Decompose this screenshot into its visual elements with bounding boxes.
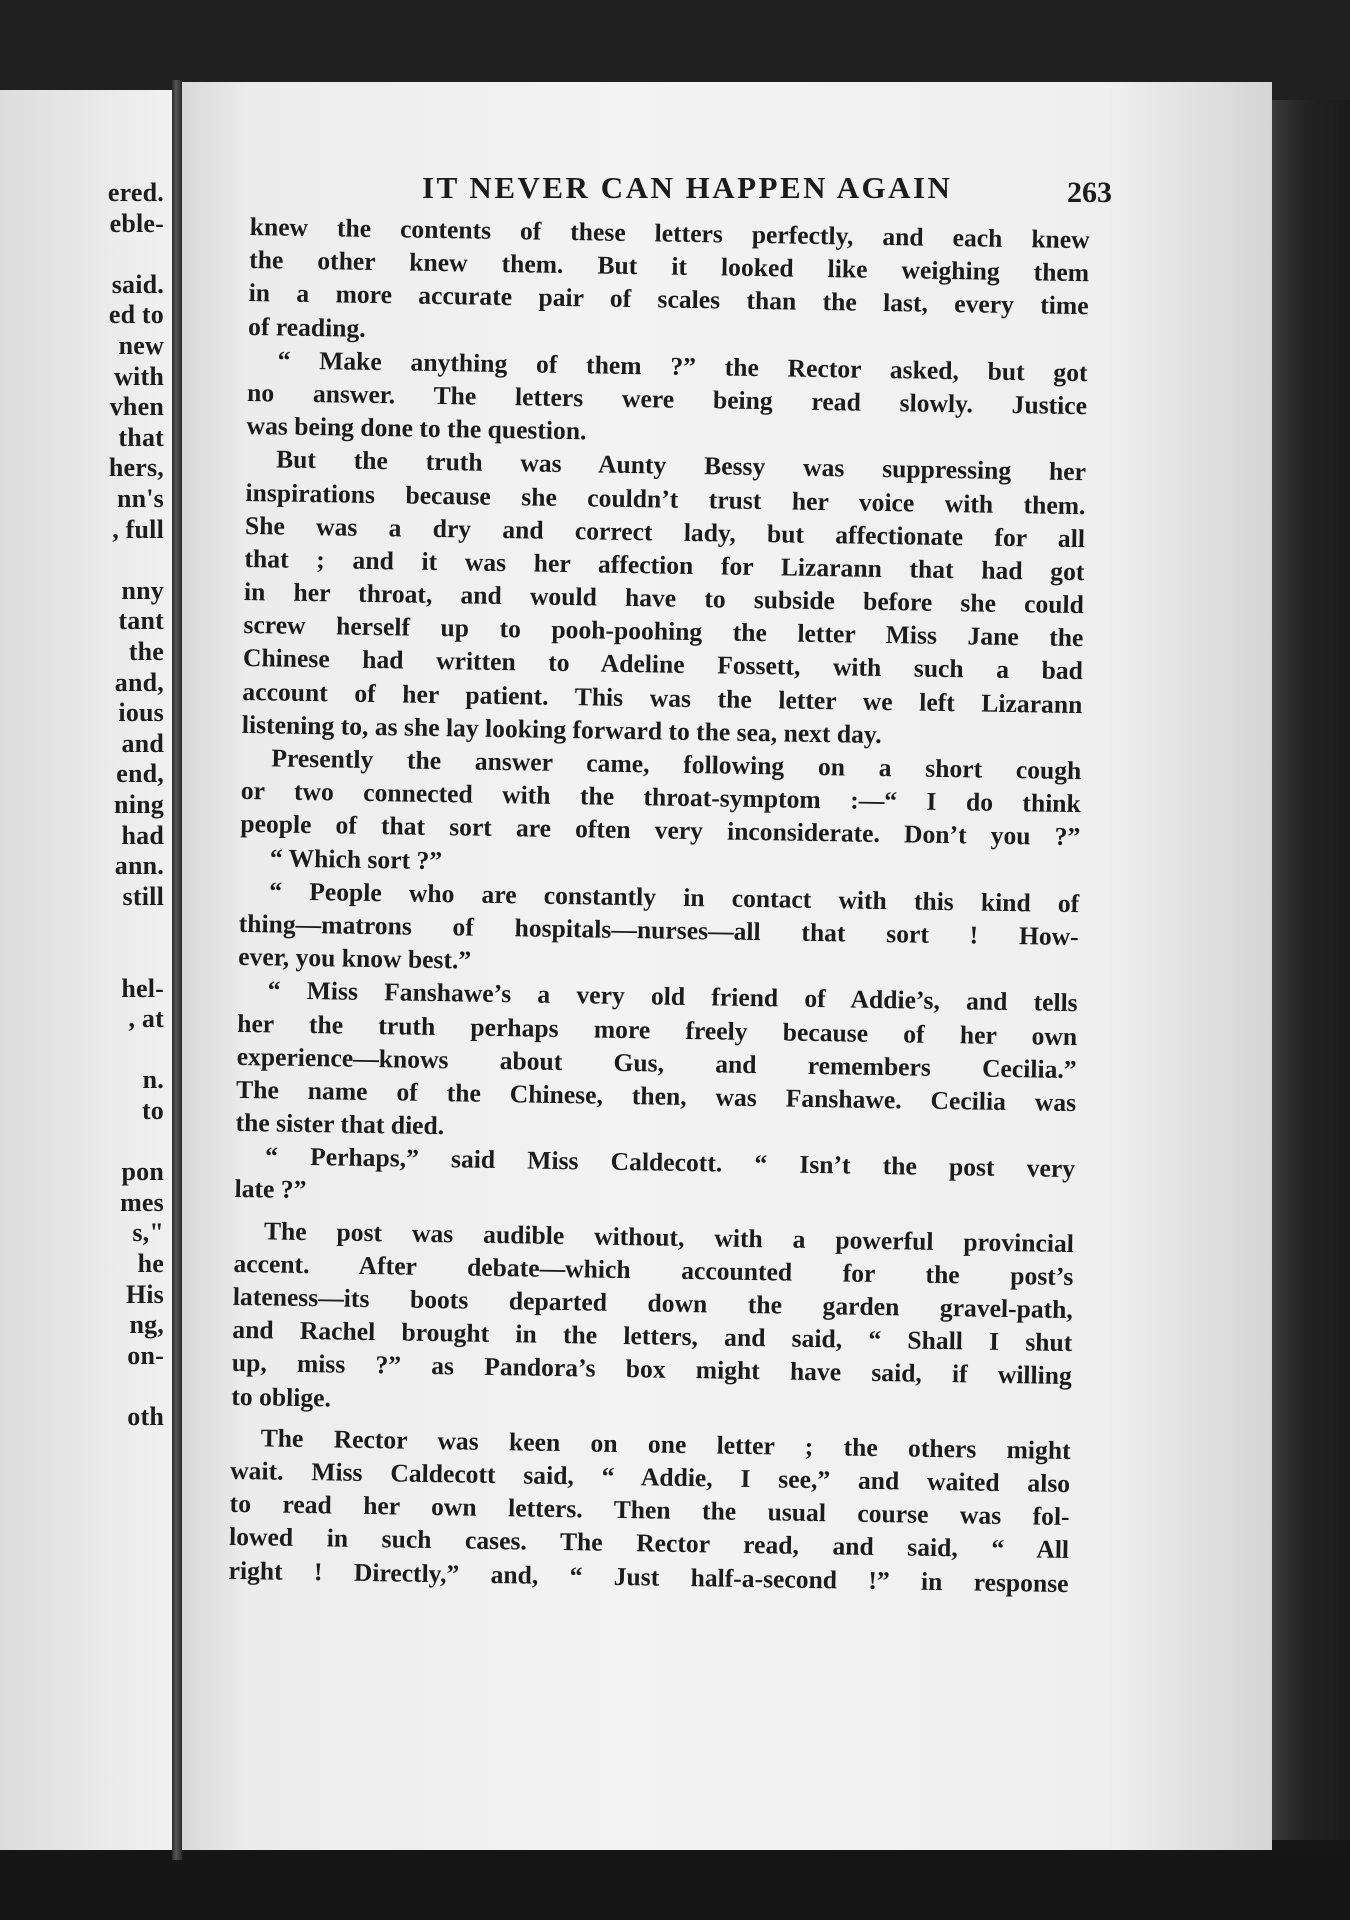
text-line: or two connected with the throat-symptom :—“ I do think xyxy=(240,776,1082,819)
text-line: knew the contents of these letters perfectly, and each knew xyxy=(249,211,1090,255)
text-line: in a more accurate pair of scales than the last, every time xyxy=(248,278,1089,321)
text-line: “ Make anything of them ?” the Rector asked, but got xyxy=(277,345,1088,387)
left-page-line-fragment: end, xyxy=(116,759,164,789)
text-line: right ! Directly,” and, “ Just half-a-second !” in response xyxy=(228,1555,1069,1598)
left-page-line-fragment: , at xyxy=(128,1004,164,1034)
left-page-line-fragment: hers, xyxy=(108,453,164,483)
left-page-line-fragment: s," xyxy=(132,1218,164,1248)
left-page-line-fragment: eble- xyxy=(109,208,164,238)
left-page-line-fragment: His xyxy=(125,1279,164,1309)
running-head: IT NEVER CAN HAPPEN AGAIN xyxy=(422,170,953,205)
text-line: Chinese had written to Adeline Fossett, with such a bad xyxy=(242,643,1084,686)
text-line: to oblige. xyxy=(231,1381,332,1412)
text-line: ever, you know best.” xyxy=(238,942,472,975)
left-page-line-fragment: oth xyxy=(127,1402,164,1431)
text-line: listening to, as she lay looking forward to the sea, next day. xyxy=(241,709,882,749)
left-page-line-fragment: ann. xyxy=(114,851,164,881)
text-line: the sister that died. xyxy=(235,1107,445,1141)
left-page-line-fragment: and xyxy=(121,728,164,758)
text-line: to read her own letters. Then the usual course was fol- xyxy=(229,1488,1070,1532)
left-page-line-fragment: ng, xyxy=(129,1310,164,1340)
left-page-line-fragment: nny xyxy=(121,575,164,605)
text-line: of reading. xyxy=(247,311,366,343)
left-page-line-fragment: vhen xyxy=(109,392,164,422)
text-line: “ People who are constantly in contact with this kind of xyxy=(269,876,1080,918)
page-number: 263 xyxy=(1067,176,1112,209)
text-line: the other knew them. But it looked like weighing them xyxy=(248,245,1090,288)
text-line: She was a dry and correct lady, but affectionate for all xyxy=(244,510,1086,553)
text-line: lowed in such cases. The Rector read, and said, “ All xyxy=(228,1522,1070,1565)
text-line: accent. After debate—which accounted for the post’s xyxy=(233,1248,1074,1291)
text-line: people of that sort are often very inconsiderate. Don’t you ?” xyxy=(240,809,1081,852)
right-page xyxy=(182,82,1272,1850)
book-gutter xyxy=(172,80,182,1860)
text-line: The Rector was keen on one letter ; the others might xyxy=(260,1423,1071,1465)
left-page-line-fragment: and, xyxy=(114,667,164,697)
text-line: no answer. The letters were being read slowly. Justice xyxy=(246,377,1088,421)
left-page-line-fragment: ered. xyxy=(107,178,164,207)
left-page-line-fragment: new xyxy=(118,331,164,360)
left-page-line-fragment: , full xyxy=(112,514,164,544)
body-text xyxy=(228,210,1090,1600)
left-page-line-fragment: tant xyxy=(118,606,164,636)
text-line: The name of the Chinese, then, was Fanshawe. Cecilia was xyxy=(235,1074,1077,1117)
left-page-line-fragment: with xyxy=(114,361,164,391)
text-line: Presently the answer came, following on a short cough xyxy=(271,743,1082,786)
left-page-line-fragment: ed to xyxy=(108,300,164,330)
text-line: and Rachel brought in the letters, and said, “ Shall I shut xyxy=(232,1315,1073,1358)
left-page-line-fragment: pon xyxy=(121,1157,164,1187)
left-page-fragment xyxy=(0,90,172,1850)
left-page-line-fragment: still xyxy=(122,881,164,911)
text-line: screw herself up to pooh-poohing the letter Miss Jane the xyxy=(243,610,1084,653)
text-line: The post was audible without, with a powerful provincial xyxy=(263,1215,1075,1258)
text-line: But the truth was Aunty Bessy was suppressing her xyxy=(275,444,1087,487)
text-line: “ Which sort ?” xyxy=(269,842,443,875)
left-page-line-fragment: ious xyxy=(118,698,164,728)
text-line: lateness—its boots departed down the garden gravel-path, xyxy=(232,1281,1074,1325)
left-page-line-fragment: on- xyxy=(127,1340,164,1370)
left-page-line-fragment: ning xyxy=(114,790,164,819)
text-line: thing—matrons of hospitals—nurses—all that sort ! How- xyxy=(238,908,1079,952)
page-edge-shadow xyxy=(1272,100,1350,1840)
text-line: “ Miss Fanshawe’s a very old friend of Addie’s, and tells xyxy=(267,975,1078,1018)
left-page-line-fragment: hel- xyxy=(121,973,164,1003)
left-page-line-fragment: that xyxy=(118,422,164,452)
text-line: account of her patient. This was the letter we left Lizarann xyxy=(242,676,1083,719)
text-line: that ; and it was her affection for Lizarann that had got xyxy=(244,543,1085,587)
left-page-line-fragment: mes xyxy=(120,1187,164,1217)
left-page-line-fragment: nn's xyxy=(116,484,164,513)
text-line: wait. Miss Caldecott said, “ Addie, I see,” and waited also xyxy=(229,1455,1071,1498)
left-page-line-fragment: had xyxy=(121,820,164,850)
text-line: experience—knows about Gus, and remembers Cecilia.” xyxy=(236,1041,1077,1084)
text-line: in her throat, and would have to subside before she could xyxy=(243,577,1085,620)
left-page-line-fragment: to xyxy=(141,1096,164,1125)
left-page-line-fragment: he xyxy=(137,1249,164,1278)
left-page-line-fragment: the xyxy=(128,637,164,666)
text-line: was being done to the question. xyxy=(246,411,587,446)
text-line: inspirations because she couldn’t trust her voice with them. xyxy=(245,477,1086,520)
text-line: up, miss ?” as Pandora’s box might have said, if willing xyxy=(231,1348,1073,1391)
text-line: “ Perhaps,” said Miss Caldecott. “ Isn’t the post very xyxy=(264,1141,1076,1184)
left-page-line-fragment: said. xyxy=(111,269,164,299)
text-line: late ?” xyxy=(234,1174,307,1205)
text-line: her the truth perhaps more freely because of her own xyxy=(237,1008,1078,1051)
left-page-line-fragment: n. xyxy=(142,1065,164,1095)
